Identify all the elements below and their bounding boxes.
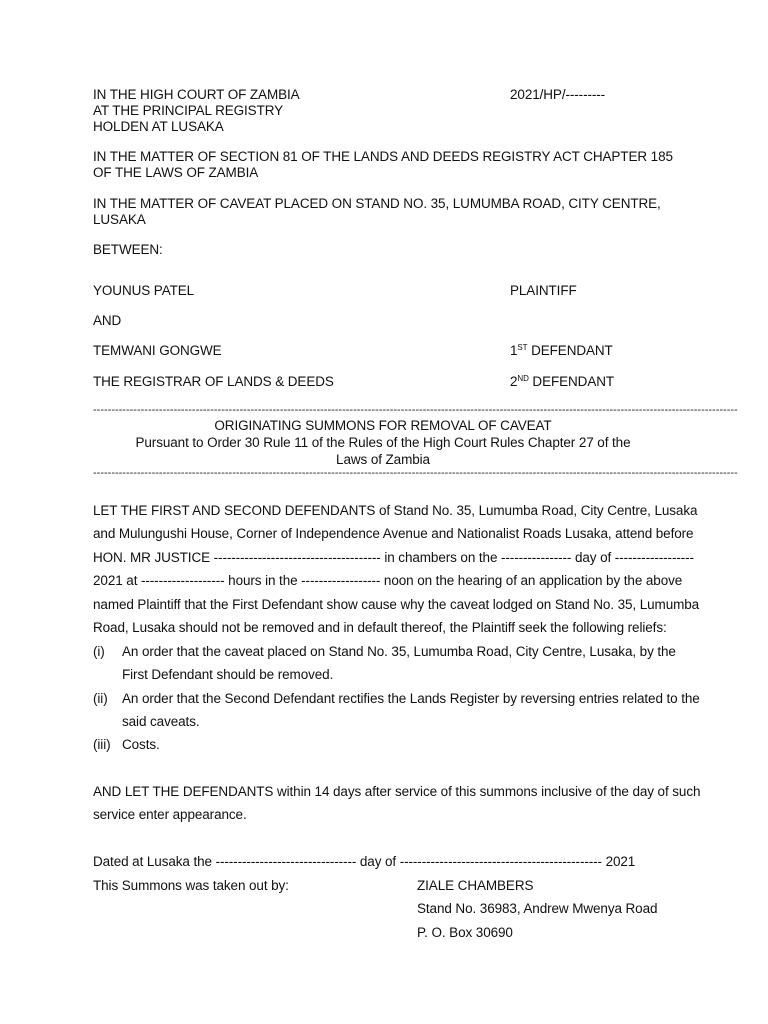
- summons-title-main: ORIGINATING SUMMONS FOR REMOVAL OF CAVEAT: [214, 418, 552, 433]
- case-number: 2021/HP/---------: [510, 87, 606, 102]
- appearance-line-2: service enter appearance.: [93, 807, 247, 823]
- firm-name: ZIALE CHAMBERS: [417, 878, 534, 893]
- summons-title: [93, 417, 673, 468]
- divider-top: --------------------------------------------------------------------------------------------------------------------------------------------------------------------------------: [93, 404, 738, 416]
- first-defendant-role: 1ST DEFENDANT: [510, 343, 613, 358]
- matter-section-81: [93, 149, 673, 181]
- relief-number: (i): [93, 644, 105, 659]
- and-label: AND: [93, 313, 122, 328]
- relief-2-line-2: said caveats.: [122, 714, 200, 730]
- body-line-6: Road, Lusaka should not be removed and in default thereof, the Plaintiff seek the following reliefs:: [93, 620, 667, 636]
- relief-number: (ii): [93, 691, 108, 706]
- relief-number: (iii): [93, 737, 111, 752]
- divider-bottom: --------------------------------------------------------------------------------------------------------------------------------------------------------------------------------: [93, 467, 738, 479]
- relief-2-line-1: An order that the Second Defendant rectifies the Lands Register by reversing entries related to the: [122, 691, 700, 706]
- body-line-4: 2021 at ------------------- hours in the ------------------ noon on the hearing of an application by the above: [93, 573, 683, 589]
- matter-2-line-1: IN THE MATTER OF CAVEAT PLACED ON STAND NO. 35, LUMUMBA ROAD, CITY CENTRE,: [93, 196, 661, 211]
- registry-name: AT THE PRINCIPAL REGISTRY: [93, 103, 284, 118]
- summons-title-sub-2: Laws of Zambia: [336, 452, 430, 467]
- body-line-2: and Mulungushi House, Corner of Independence Avenue and Nationalist Roads Lusaka, attend before: [93, 526, 694, 542]
- court-name: IN THE HIGH COURT OF ZAMBIA: [93, 87, 300, 102]
- matter-1-line-1: IN THE MATTER OF SECTION 81 OF THE LANDS AND DEEDS REGISTRY ACT CHAPTER 185: [93, 149, 673, 164]
- matter-2-line-2: LUSAKA: [93, 212, 146, 227]
- dated-line: Dated at Lusaka the -------------------------------- day of ---------------------------------------------- 2021: [93, 854, 636, 869]
- firm-address-2: P. O. Box 30690: [417, 925, 513, 940]
- relief-item: [93, 733, 674, 756]
- body-line-5: named Plaintiff that the First Defendant show cause why the caveat lodged on Stand No. 35, Lumumba: [93, 596, 700, 612]
- matter-1-line-2: OF THE LAWS OF ZAMBIA: [93, 165, 259, 180]
- taken-out-by-label: This Summons was taken out by:: [93, 878, 289, 893]
- relief-3-line-1: Costs.: [122, 737, 160, 752]
- relief-item: [93, 640, 674, 687]
- matter-caveat: [93, 196, 661, 228]
- between-label: BETWEEN:: [93, 242, 163, 257]
- relief-item: [93, 687, 700, 734]
- plaintiff-name: YOUNUS PATEL: [93, 283, 195, 298]
- second-defendant-name: THE REGISTRAR OF LANDS & DEEDS: [93, 374, 334, 389]
- appearance-paragraph: [93, 780, 701, 827]
- court-heading: [93, 87, 300, 135]
- appearance-line-1: AND LET THE DEFENDANTS within 14 days after service of this summons inclusive of the day of such: [93, 784, 701, 799]
- relief-1-line-2: First Defendant should be removed.: [122, 667, 334, 683]
- relief-1-line-1: An order that the caveat placed on Stand No. 35, Lumumba Road, City Centre, Lusaka, by the: [122, 644, 676, 659]
- holden-at: HOLDEN AT LUSAKA: [93, 119, 224, 134]
- firm-address-1: Stand No. 36983, Andrew Mwenya Road: [417, 901, 658, 916]
- second-defendant-role: 2ND DEFENDANT: [510, 374, 615, 389]
- body-line-3: HON. MR JUSTICE -------------------------------------- in chambers on the ---------------- day of ------------------: [93, 549, 694, 565]
- summons-title-sub-1: Pursuant to Order 30 Rule 11 of the Rules of the High Court Rules Chapter 27 of the: [135, 435, 631, 450]
- summons-body: [93, 499, 700, 639]
- first-defendant-name: TEMWANI GONGWE: [93, 343, 222, 358]
- plaintiff-role: PLAINTIFF: [510, 283, 577, 298]
- body-line-1: LET THE FIRST AND SECOND DEFENDANTS of Stand No. 35, Lumumba Road, City Centre, Lusaka: [93, 503, 698, 518]
